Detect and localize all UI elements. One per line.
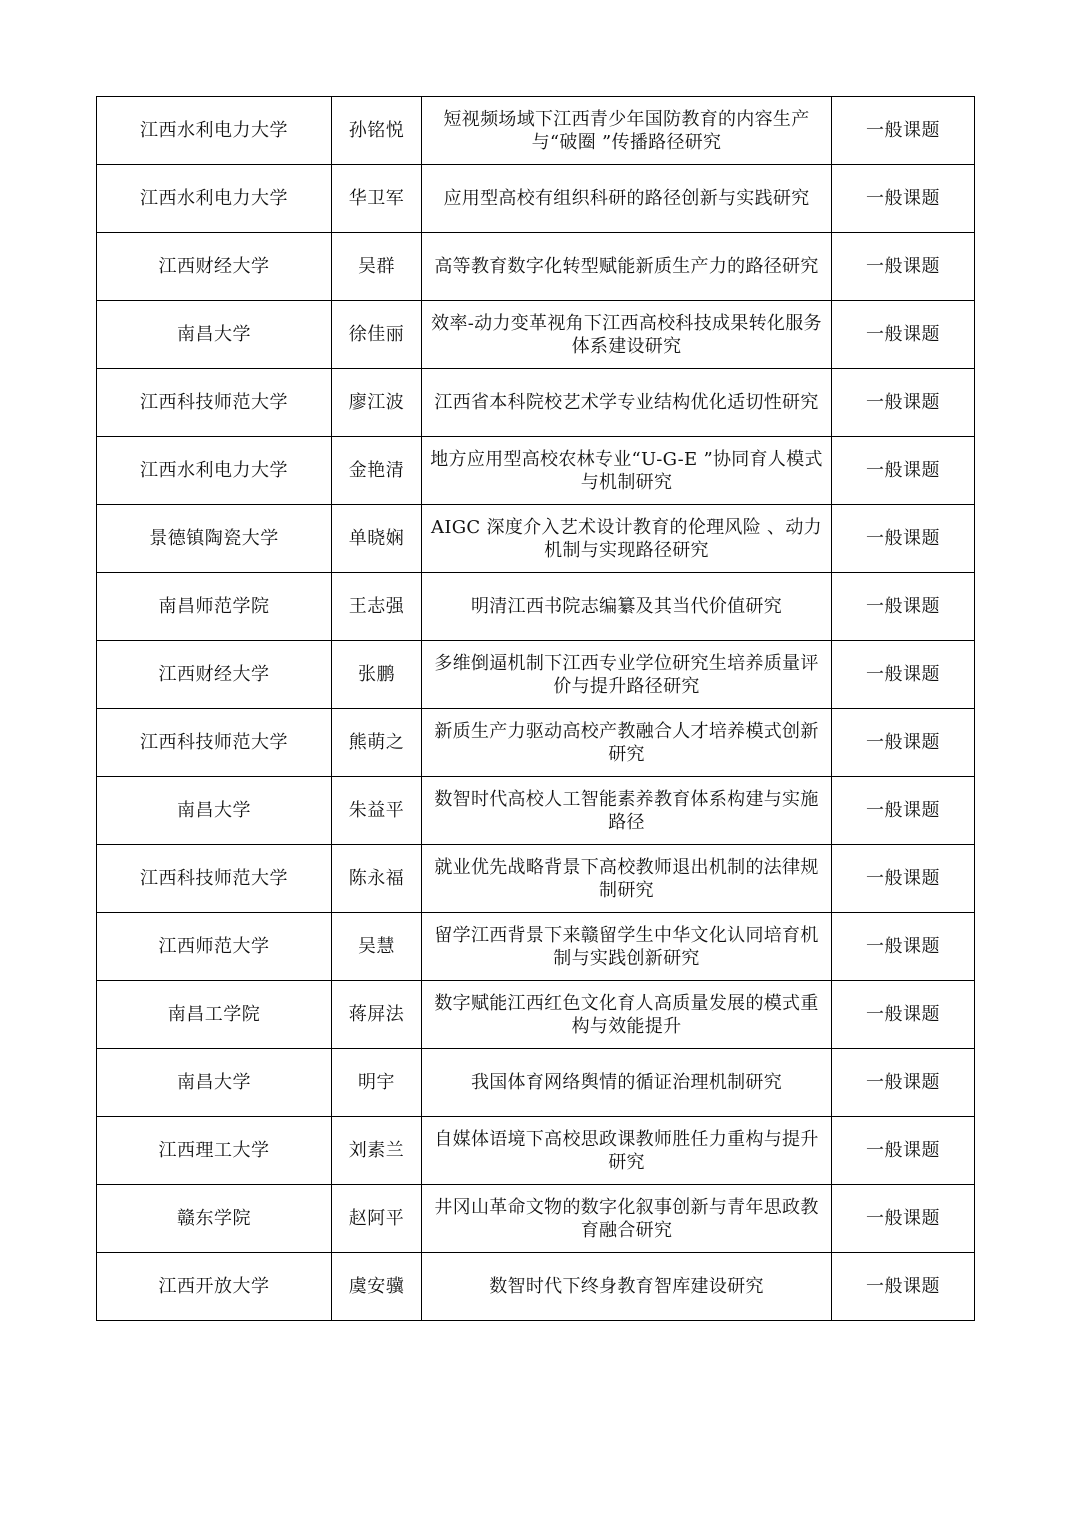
project-title-cell: 井冈山革命文物的数字化叙事创新与青年思政教育融合研究 [422, 1185, 832, 1253]
table-row [97, 301, 975, 369]
project-title-cell: 数智时代下终身教育智库建设研究 [422, 1253, 832, 1321]
person-cell: 张鹏 [332, 641, 422, 709]
institution-cell: 南昌大学 [97, 777, 332, 845]
person-cell: 刘素兰 [332, 1117, 422, 1185]
institution-cell: 江西科技师范大学 [97, 709, 332, 777]
category-cell: 一般课题 [832, 709, 975, 777]
category-cell: 一般课题 [832, 437, 975, 505]
category-cell: 一般课题 [832, 301, 975, 369]
table-row [97, 1049, 975, 1117]
table-row [97, 573, 975, 641]
person-cell: 王志强 [332, 573, 422, 641]
institution-cell: 景德镇陶瓷大学 [97, 505, 332, 573]
category-cell: 一般课题 [832, 845, 975, 913]
category-cell: 一般课题 [832, 777, 975, 845]
category-cell: 一般课题 [832, 233, 975, 301]
institution-cell: 南昌大学 [97, 1049, 332, 1117]
person-cell: 徐佳丽 [332, 301, 422, 369]
table-row [97, 165, 975, 233]
institution-cell: 赣东学院 [97, 1185, 332, 1253]
project-title-cell: 应用型高校有组织科研的路径创新与实践研究 [422, 165, 832, 233]
category-cell: 一般课题 [832, 369, 975, 437]
project-title-cell: 江西省本科院校艺术学专业结构优化适切性研究 [422, 369, 832, 437]
institution-cell: 江西科技师范大学 [97, 845, 332, 913]
project-title-cell: 短视频场域下江西青少年国防教育的内容生产与“破圈 ”传播路径研究 [422, 97, 832, 165]
table-row [97, 641, 975, 709]
person-cell: 赵阿平 [332, 1185, 422, 1253]
person-cell: 华卫军 [332, 165, 422, 233]
category-cell: 一般课题 [832, 1185, 975, 1253]
project-title-cell: 数智时代高校人工智能素养教育体系构建与实施路径 [422, 777, 832, 845]
category-cell: 一般课题 [832, 505, 975, 573]
person-cell: 金艳清 [332, 437, 422, 505]
institution-cell: 江西师范大学 [97, 913, 332, 981]
person-cell: 孙铭悦 [332, 97, 422, 165]
category-cell: 一般课题 [832, 1253, 975, 1321]
institution-cell: 江西理工大学 [97, 1117, 332, 1185]
institution-cell: 江西开放大学 [97, 1253, 332, 1321]
institution-cell: 江西水利电力大学 [97, 97, 332, 165]
person-cell: 虞安骥 [332, 1253, 422, 1321]
project-title-cell: 自媒体语境下高校思政课教师胜任力重构与提升研究 [422, 1117, 832, 1185]
project-title-cell: 地方应用型高校农林专业“U-G-E ”协同育人模式与机制研究 [422, 437, 832, 505]
project-title-cell: 留学江西背景下来赣留学生中华文化认同培育机制与实践创新研究 [422, 913, 832, 981]
table-row [97, 913, 975, 981]
institution-cell: 南昌工学院 [97, 981, 332, 1049]
person-cell: 朱益平 [332, 777, 422, 845]
table-row [97, 97, 975, 165]
category-cell: 一般课题 [832, 573, 975, 641]
table-row [97, 1117, 975, 1185]
category-cell: 一般课题 [832, 641, 975, 709]
table-row [97, 1253, 975, 1321]
category-cell: 一般课题 [832, 97, 975, 165]
institution-cell: 江西财经大学 [97, 233, 332, 301]
person-cell: 吴慧 [332, 913, 422, 981]
person-cell: 廖江波 [332, 369, 422, 437]
table-row [97, 981, 975, 1049]
table-row [97, 777, 975, 845]
category-cell: 一般课题 [832, 1117, 975, 1185]
institution-cell: 江西水利电力大学 [97, 437, 332, 505]
person-cell: 明宇 [332, 1049, 422, 1117]
person-cell: 陈永福 [332, 845, 422, 913]
institution-cell: 江西科技师范大学 [97, 369, 332, 437]
project-title-cell: AIGC 深度介入艺术设计教育的伦理风险 、动力机制与实现路径研究 [422, 505, 832, 573]
project-title-cell: 明清江西书院志编纂及其当代价值研究 [422, 573, 832, 641]
table-row [97, 845, 975, 913]
table-row [97, 437, 975, 505]
project-title-cell: 数字赋能江西红色文化育人高质量发展的模式重构与效能提升 [422, 981, 832, 1049]
table-row [97, 1185, 975, 1253]
category-cell: 一般课题 [832, 1049, 975, 1117]
institution-cell: 南昌大学 [97, 301, 332, 369]
project-title-cell: 新质生产力驱动高校产教融合人才培养模式创新研究 [422, 709, 832, 777]
project-title-cell: 效率-动力变革视角下江西高校科技成果转化服务体系建设研究 [422, 301, 832, 369]
table-row [97, 233, 975, 301]
person-cell: 蒋屏法 [332, 981, 422, 1049]
project-list-table [96, 96, 975, 1321]
project-title-cell: 多维倒逼机制下江西专业学位研究生培养质量评价与提升路径研究 [422, 641, 832, 709]
project-title-cell: 就业优先战略背景下高校教师退出机制的法律规制研究 [422, 845, 832, 913]
table-row [97, 505, 975, 573]
person-cell: 单晓娴 [332, 505, 422, 573]
person-cell: 熊萌之 [332, 709, 422, 777]
project-title-cell: 我国体育网络舆情的循证治理机制研究 [422, 1049, 832, 1117]
table-row [97, 369, 975, 437]
category-cell: 一般课题 [832, 165, 975, 233]
project-title-cell: 高等教育数字化转型赋能新质生产力的路径研究 [422, 233, 832, 301]
category-cell: 一般课题 [832, 981, 975, 1049]
institution-cell: 南昌师范学院 [97, 573, 332, 641]
table-row [97, 709, 975, 777]
table-body [97, 97, 975, 1321]
category-cell: 一般课题 [832, 913, 975, 981]
institution-cell: 江西财经大学 [97, 641, 332, 709]
person-cell: 吴群 [332, 233, 422, 301]
institution-cell: 江西水利电力大学 [97, 165, 332, 233]
